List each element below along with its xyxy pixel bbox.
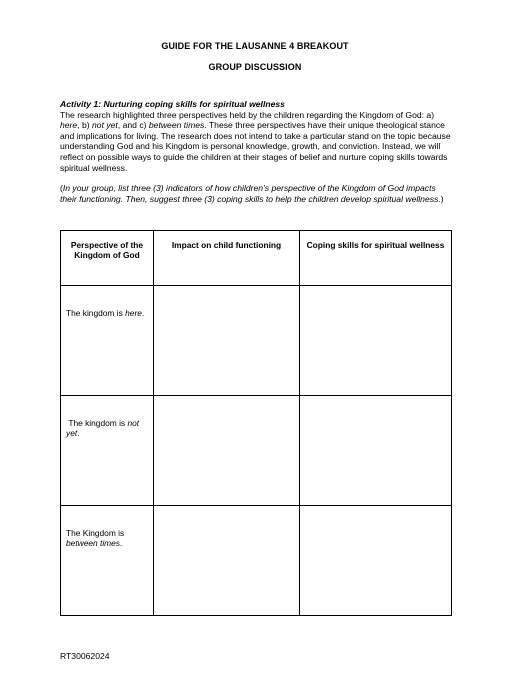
table-row xyxy=(61,396,452,506)
perspective-label: The kingdom is not yet. xyxy=(66,418,140,439)
perspective-cell xyxy=(61,286,154,396)
activity-section xyxy=(60,99,452,204)
perspective-cell xyxy=(61,396,154,506)
coping-entry-cell[interactable] xyxy=(300,506,452,616)
table-header-row xyxy=(61,231,452,286)
coping-entry-cell[interactable] xyxy=(300,286,452,396)
coping-entry-cell[interactable] xyxy=(300,396,452,506)
perspective-label: The kingdom is here. xyxy=(66,308,145,318)
description-text: The research highlighted three perspectives held by the children regarding the Kingdom of God: a) xyxy=(60,109,435,120)
description-text: , b) xyxy=(77,120,93,131)
header-coping-skills: Coping skills for spiritual wellness xyxy=(300,231,452,286)
instructions-close-paren: ) xyxy=(440,193,444,204)
header-impact: Impact on child functioning xyxy=(154,231,300,286)
header-perspective: Perspective of the Kingdom of God xyxy=(61,231,154,286)
perspective-label: The Kingdom is between times. xyxy=(66,528,125,549)
description-between-times: between times xyxy=(148,120,205,131)
description-here: here xyxy=(60,120,78,131)
table-row xyxy=(61,286,452,396)
description-text: . These three perspectives have their unique theological stance and implications for living. The research does not intend to take a particular stand on the topic because understanding God and his Kingdom is personal knowledge, growth, and conviction. Instead, we will reflect on possible ways to guide the children at their stages of belief and nurture coping skills towards spiritual wellness. xyxy=(60,120,451,173)
activity-heading: Activity 1: Nurturing coping skills for spiritual wellness xyxy=(60,99,285,109)
document-title-line-1: GUIDE FOR THE LAUSANNE 4 BREAKOUT xyxy=(161,41,349,51)
discussion-table xyxy=(60,230,452,616)
perspective-cell xyxy=(61,506,154,616)
description-not-yet: not yet xyxy=(92,120,118,131)
activity-description xyxy=(60,110,452,174)
instructions-open-paren: ( xyxy=(60,183,63,194)
impact-entry-cell[interactable] xyxy=(154,506,300,616)
document-code: RT30062024 xyxy=(60,651,110,661)
activity-instructions xyxy=(60,183,452,204)
instructions-text: In your group, list three (3) indicators of how children’s perspective of the Kingdom of God impacts their functioning. Then, suggest three (3) coping skills to help the children develop spiritual wellness. xyxy=(60,183,441,204)
impact-entry-cell[interactable] xyxy=(154,286,300,396)
impact-entry-cell[interactable] xyxy=(154,396,300,506)
table-row xyxy=(61,506,452,616)
document-title-line-2: GROUP DISCUSSION xyxy=(208,62,302,72)
description-text: , and c) xyxy=(117,120,149,131)
